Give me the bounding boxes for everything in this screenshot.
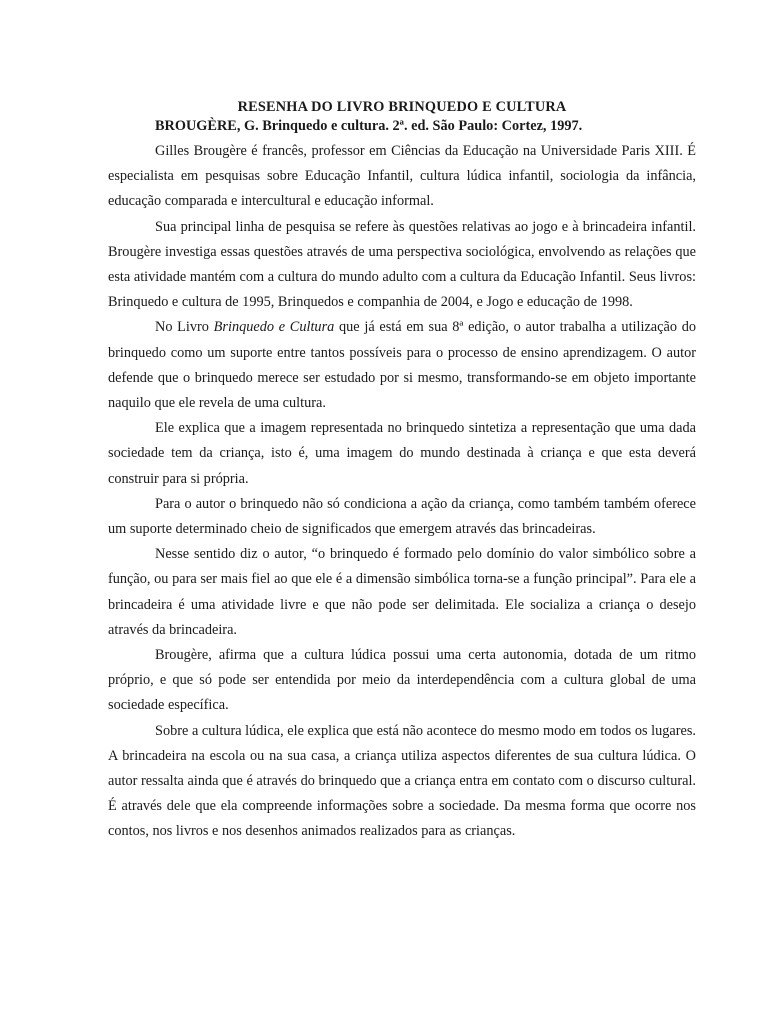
paragraph-toy-support: Para o autor o brinquedo não só condiciona a ação da criança, como também também oferece um suporte determinado cheio de significados que emergem através das brincadeiras. [108,495,696,538]
document-title: RESENHA DO LIVRO BRINQUEDO E CULTURA [237,99,567,115]
document-page [108,98,696,845]
paragraph-cultural-discourse: Sobre a cultura lúdica, ele explica que está não acontece do mesmo modo em todos os lugares. A brincadeira na escola ou na sua casa, a criança utiliza aspectos diferentes de sua cultura lúdica. O autor ressalta ainda que é através do brinquedo que a criança entra em contato com o discurso cultural. É através dele que ela compreende informações sobre a sociedade. Da mesma forma que ocorre nos contos, nos livros e nos desenhos animados realizados para as crianças. [108,722,696,840]
paragraph-author-intro: Gilles Brougère é francês, professor em Ciências da Educação na Universidade Paris XIII. É especialista em pesquisas sobre Educação Infantil, cultura lúdica infantil, sociologia da infância, educação comparada e intercultural e educação informal. [108,143,696,210]
paragraph-toy-image: Ele explica que a imagem representada no brinquedo sintetiza a representação que uma dada sociedade tem da criança, isto é, uma imagem do mundo destinada à criança e que esta deverá construir para si própria. [108,420,696,487]
paragraph-research-line: Sua principal linha de pesquisa se refere às questões relativas ao jogo e à brincadeira infantil. Brougère investiga essas questões através de uma perspectiva sociológica, envolvendo as relações que esta atividade mantém com a cultura do mundo adulto com a cultura da Educação Infantil. Seus livros: Brinquedo e cultura de 1995, Brinquedos e companhia de 2004, e Jogo e educação de 1998. [108,218,696,311]
paragraph-book-overview [108,315,696,416]
paragraph-symbolic-value: Nesse sentido diz o autor, “o brinquedo é formado pelo domínio do valor simbólico sobre a função, ou para ser mais fiel ao que ele é a dimensão simbólica torna-se a função principal”. Para ele a brincadeira é uma atividade livre e que não pode ser delimitada. Ele socializa a criança o desejo através da brincadeira. [108,546,696,638]
bibliographic-reference: BROUGÈRE, G. Brinquedo e cultura. 2ª. ed. São Paulo: Cortez, 1997. [155,118,583,134]
paragraph-book-overview-lead: No Livro [155,319,214,336]
paragraph-ludic-culture: Brougère, afirma que a cultura lúdica possui uma certa autonomia, dotada de um ritmo próprio, e que só pode ser entendida por meio da interdependência com a cultura global de uma sociedade específica. [108,647,696,714]
book-title-italic: Brinquedo e Cultura [213,319,335,336]
paragraph-book-overview-rest: que já está em sua 8ª edição, o autor trabalha a utilização do brinquedo como um suporte entre tantos possíveis para o processo de ensino aprendizagem. O autor defende que o brinquedo merece ser estudado por si mesmo, transformando-se em objeto importante naquilo que ele revela de uma cultura. [108,319,697,412]
